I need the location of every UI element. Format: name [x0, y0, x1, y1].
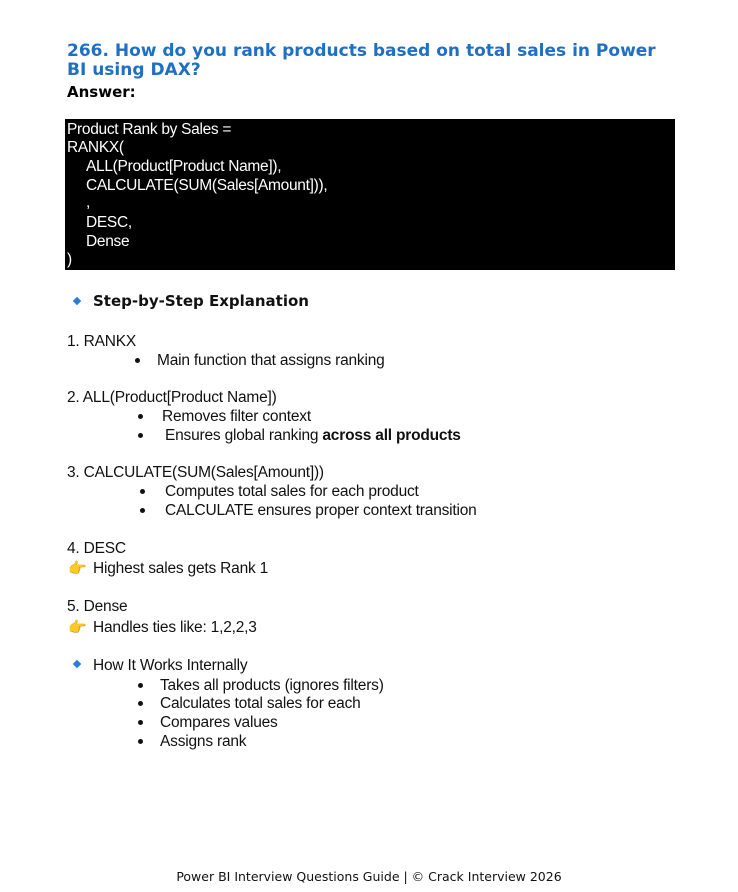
step-note: Handles ties like: 1,2,2,3 — [93, 619, 257, 636]
list-item: Removes filter context — [162, 408, 311, 425]
question-title: 266. How do you rank products based on total sales in Power BI using DAX? — [67, 41, 656, 80]
list-bullet-icon — [140, 508, 145, 513]
step-title: 2. ALL(Product[Product Name]) — [67, 389, 277, 406]
code-block — [65, 119, 675, 270]
code-line: RANKX( — [67, 139, 124, 156]
list-item: Assigns rank — [160, 733, 247, 750]
section-heading-steps: Step-by-Step Explanation — [93, 292, 309, 310]
list-item-bold: across all products — [322, 427, 461, 444]
list-item: Calculates total sales for each — [160, 695, 361, 712]
step-title: 4. DESC — [67, 540, 126, 557]
code-line: Product Rank by Sales = — [67, 121, 232, 138]
pointing-hand-icon: 👉 — [68, 559, 87, 577]
step-title: 3. CALCULATE(SUM(Sales[Amount])) — [67, 464, 324, 481]
list-bullet-icon — [138, 701, 143, 706]
list-item: Main function that assigns ranking — [157, 352, 385, 369]
code-line: DESC, — [86, 214, 132, 231]
step-title: 1. RANKX — [67, 333, 137, 350]
pointing-hand-icon: 👉 — [68, 618, 87, 636]
diamond-bullet-icon — [73, 660, 81, 668]
list-bullet-icon — [138, 720, 143, 725]
page-footer: Power BI Interview Questions Guide | © Crack Interview 2026 — [176, 869, 562, 884]
list-item: Takes all products (ignores filters) — [160, 677, 384, 694]
list-bullet-icon — [140, 489, 145, 494]
list-item — [165, 427, 461, 445]
step-title: 5. Dense — [67, 598, 128, 615]
list-item: Computes total sales for each product — [165, 483, 419, 500]
step-note: Highest sales gets Rank 1 — [93, 560, 269, 577]
code-line: ) — [67, 251, 72, 268]
list-item: Compares values — [160, 714, 278, 731]
code-line: , — [86, 194, 91, 211]
list-bullet-icon — [138, 683, 143, 688]
code-line: ALL(Product[Product Name]), — [86, 158, 282, 175]
list-item: CALCULATE ensures proper context transition — [165, 502, 477, 519]
code-line: Dense — [86, 233, 130, 250]
list-bullet-icon — [138, 433, 143, 438]
list-bullet-icon — [138, 739, 143, 744]
section-heading-internals: How It Works Internally — [93, 657, 248, 674]
list-bullet-icon — [138, 414, 143, 419]
diamond-bullet-icon — [73, 297, 81, 305]
list-bullet-icon — [135, 358, 140, 363]
code-line: CALCULATE(SUM(Sales[Amount])), — [86, 177, 328, 194]
list-item-text: Ensures global ranking — [165, 427, 319, 444]
answer-label: Answer: — [67, 83, 136, 101]
